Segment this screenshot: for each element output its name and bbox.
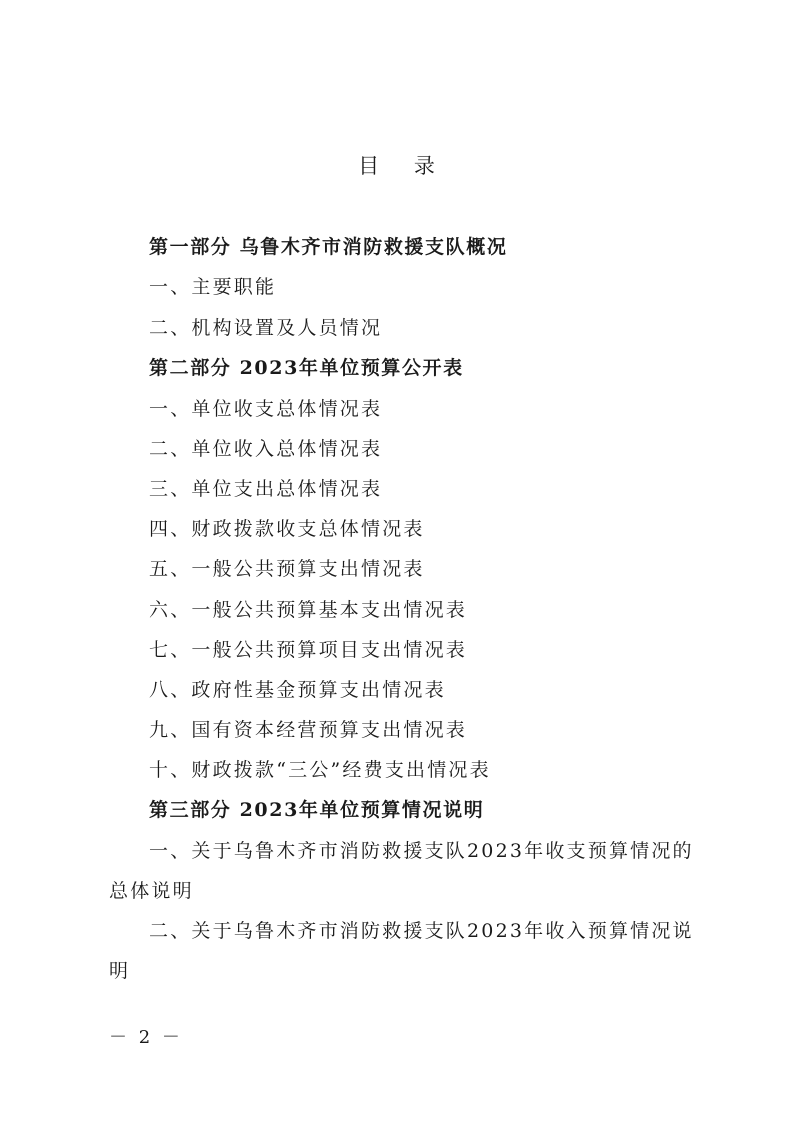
toc-item: 十、财政拨款“三公”经费支出情况表 <box>149 759 491 781</box>
toc-item: 二、机构设置及人员情况 <box>149 317 383 339</box>
toc-item: 九、国有资本经营预算支出情况表 <box>149 719 468 741</box>
toc-item: 八、政府性基金预算支出情况表 <box>149 679 446 701</box>
toc-item: 二、单位收入总体情况表 <box>149 438 383 460</box>
toc-item: 五、一般公共预算支出情况表 <box>149 558 425 580</box>
toc-item: 六、一般公共预算基本支出情况表 <box>149 599 468 621</box>
toc-item: 一、单位收支总体情况表 <box>149 398 383 420</box>
part3-heading: 第三部分 2023年单位预算情况说明 <box>149 799 485 821</box>
toc-item: 七、一般公共预算项目支出情况表 <box>149 639 468 661</box>
toc-title: 目 录 <box>358 154 449 178</box>
toc-item-continuation: 明 <box>109 960 131 982</box>
toc-item: 三、单位支出总体情况表 <box>149 478 383 500</box>
toc-item: 二、关于乌鲁木齐市消防救援支队2023年收入预算情况说 <box>149 920 694 942</box>
toc-item: 四、财政拨款收支总体情况表 <box>149 518 425 540</box>
page-number: － 2 － <box>109 1027 183 1048</box>
part2-heading: 第二部分 2023年单位预算公开表 <box>149 357 464 379</box>
toc-item: 一、关于乌鲁木齐市消防救援支队2023年收支预算情况的 <box>149 840 694 862</box>
part1-heading: 第一部分 乌鲁木齐市消防救援支队概况 <box>149 236 508 258</box>
toc-item: 一、主要职能 <box>149 276 277 298</box>
toc-item-continuation: 总体说明 <box>109 880 194 902</box>
